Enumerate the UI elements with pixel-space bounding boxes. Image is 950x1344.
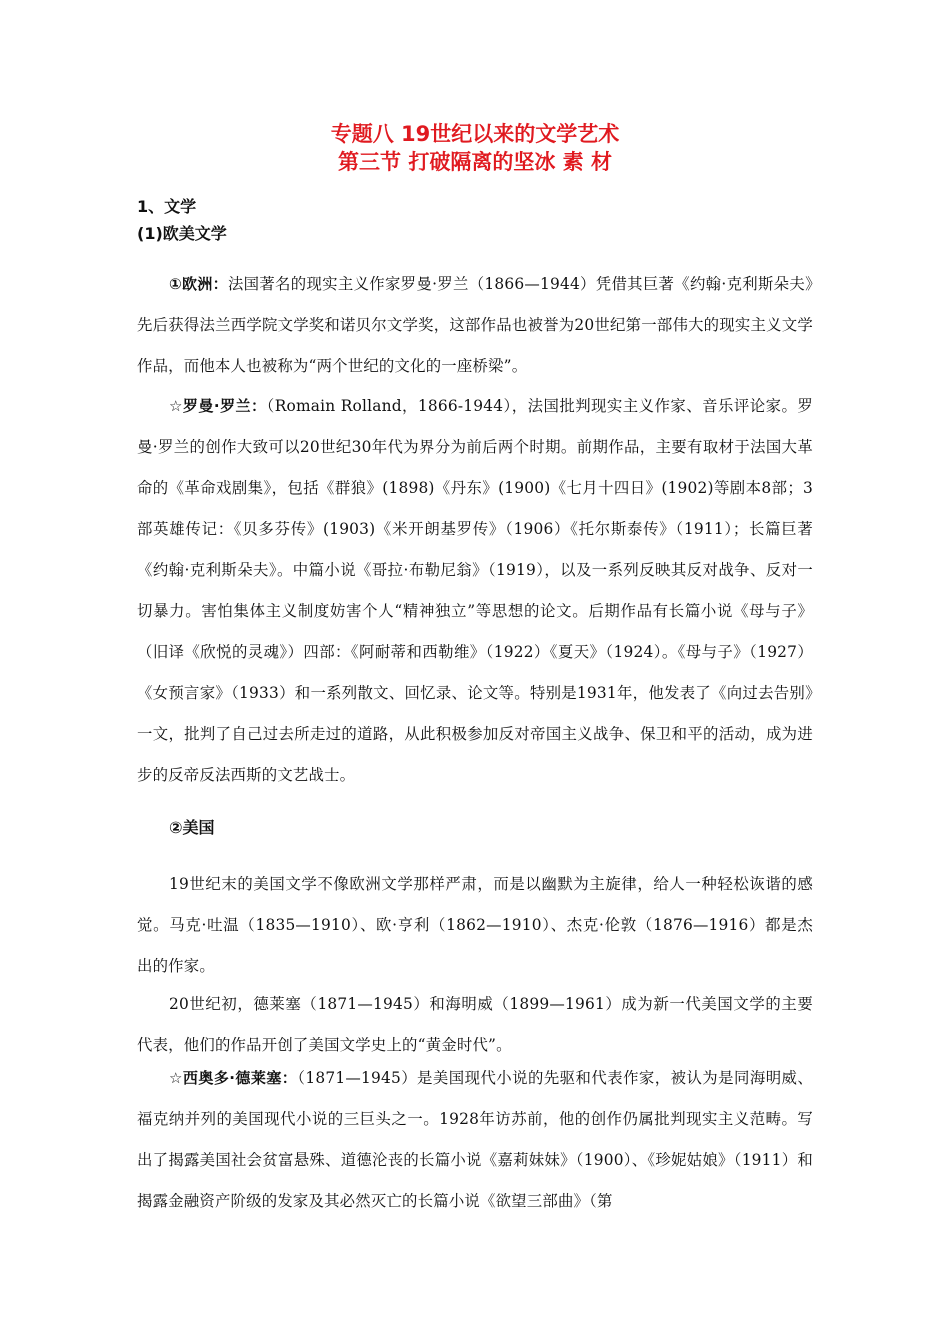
paragraph-usa-20th-century: 20世纪初，德莱塞（1871—1945）和海明威（1899—1961）成为新一代美国文学的主要代表，他们的作品开创了美国文学史上的“黄金时代”。 — [137, 995, 813, 1055]
subsection-heading-western-literature: (1)欧美文学 — [137, 224, 227, 243]
section-heading-literature: 1、文学 — [137, 197, 197, 216]
dreiser-text: （1871—1945）是美国现代小说的先驱和代表作家，被认为是同海明威、福克纳并列的美国现代小说的三巨头之一。1928年访苏前，他的创作仍属批判现实主义范畴。写出了揭露美国社会贫富悬殊、道德沦丧的长篇小说《嘉莉妹妹》（1900）、《珍妮姑娘》（1911）和揭露金融资产阶级的发家及其必然灭亡的长篇小说《欲望三部曲》（第 — [137, 1069, 813, 1211]
europe-label: ①欧洲： — [169, 275, 228, 294]
document-title: 专题八 19世纪以来的文学艺术 — [330, 122, 620, 146]
paragraph-usa-19th-century: 19世纪末的美国文学不像欧洲文学那样严肃，而是以幽默为主旋律，给人一种轻松诙谐的感觉。马克·吐温（1835—1910）、欧·亨利（1862—1910）、杰克·伦敦（1876—1916）都是杰出的作家。 — [137, 875, 813, 976]
rolland-text: （Romain Rolland，1866-1944），法国批判现实主义作家、音乐评论家。罗曼·罗兰的创作大致可以20世纪30年代为界分为前后两个时期。前期作品，主要有取材于法国大革命的《革命戏剧集》，包括《群狼》(1898)《丹东》(1900)《七月十四日》(1902)等剧本8部；3部英雄传记：《贝多芬传》(1903)《米开朗基罗传》（1906）《托尔斯泰传》（1911）；长篇巨著《约翰·克利斯朵夫》。中篇小说《哥拉·布勒尼翁》（1919），以及一系列反映其反对战争、反对一切暴力。害怕集体主义制度妨害个人“精神独立”等思想的论文。后期作品有长篇小说《母与子》（旧译《欣悦的灵魂》）四部：《阿耐蒂和西勒维》（1922）《夏天》（1924）。《母与子》（1927）《女预言家》（1933）和一系列散文、回忆录、论文等。特别是1931年，他发表了《向过去告别》一文，批判了自己过去所走过的道路，从此积极参加反对帝国主义战争、保卫和平的活动，成为进步的反帝反法西斯的文艺战士。 — [137, 397, 813, 785]
paragraph-theodore-dreiser — [137, 1058, 813, 1222]
dreiser-label: ☆西奥多·德莱塞： — [169, 1069, 298, 1088]
document-subtitle: 第三节 打破隔离的坚冰 素 材 — [338, 150, 612, 174]
rolland-label: ☆罗曼·罗兰： — [169, 397, 267, 416]
subheading-usa: ②美国 — [169, 818, 215, 837]
paragraph-europe — [137, 264, 813, 387]
paragraph-romain-rolland — [137, 386, 813, 796]
europe-text: 法国著名的现实主义作家罗曼·罗兰（1866—1944）凭借其巨著《约翰·克利斯朵夫》先后获得法兰西学院文学奖和诺贝尔文学奖，这部作品也被誉为20世纪第一部伟大的现实主义文学作品，而他本人也被称为“两个世纪的文化的一座桥梁”。 — [137, 275, 813, 376]
